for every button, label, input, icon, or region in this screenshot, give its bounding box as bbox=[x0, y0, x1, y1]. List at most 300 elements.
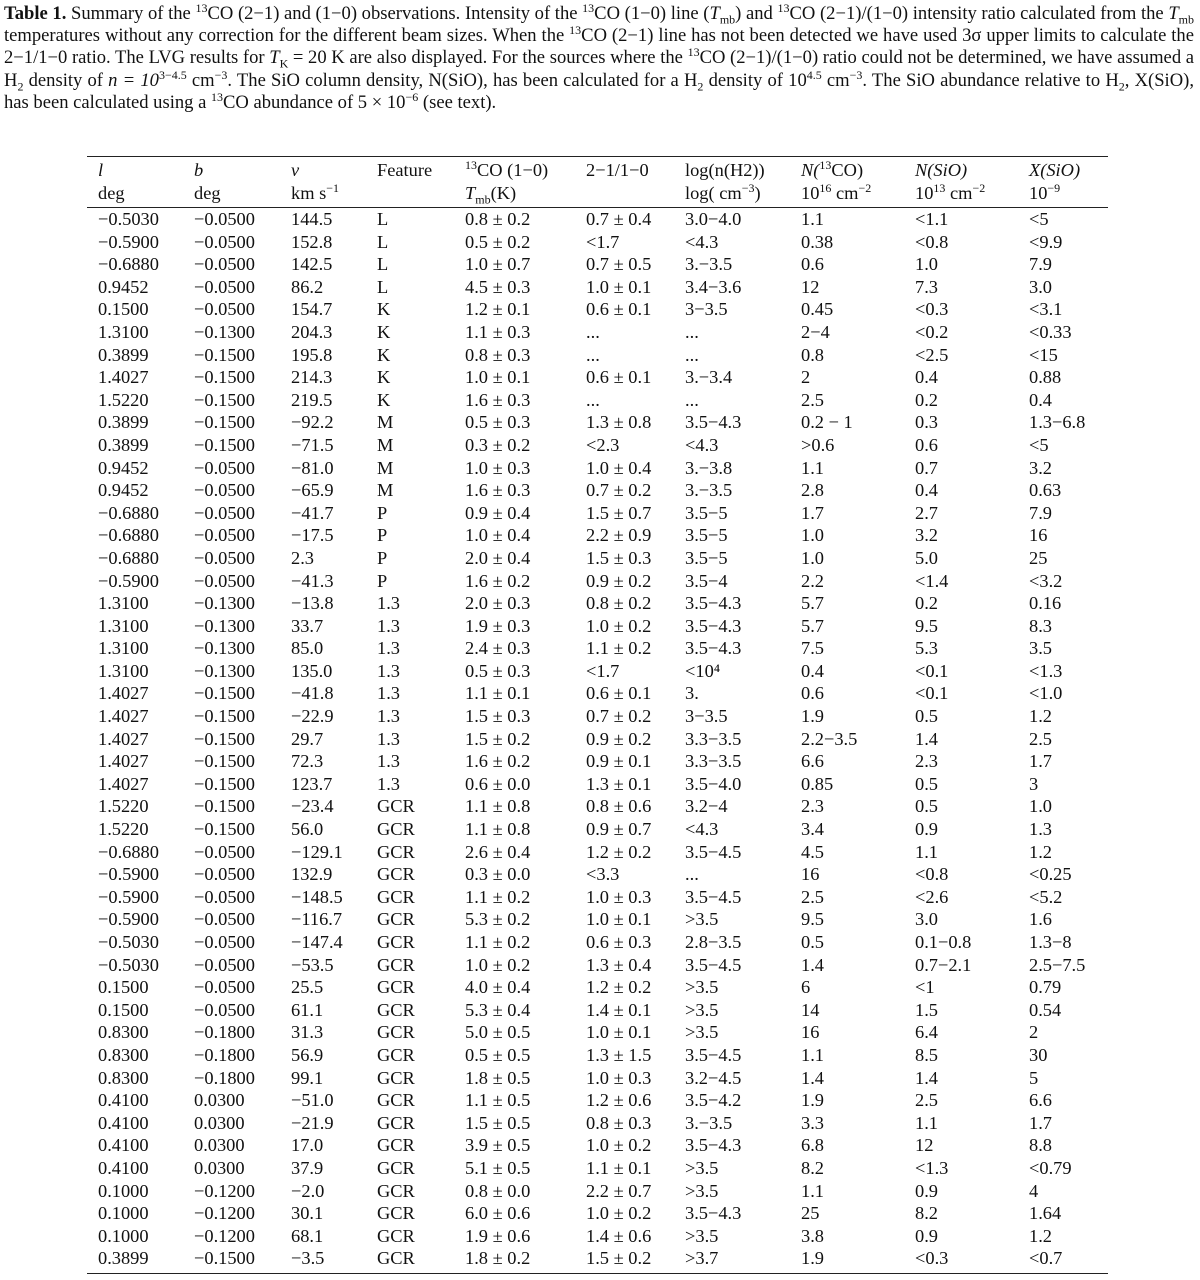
table-row bbox=[87, 503, 1108, 526]
cell-feature: P bbox=[377, 502, 388, 523]
cell-ratio: 1.0 ± 0.3 bbox=[586, 886, 652, 907]
cell-n-sio: 5.0 bbox=[915, 547, 938, 568]
cell-n-13co: 3.4 bbox=[801, 819, 824, 840]
cell-b: −0.1200 bbox=[194, 1203, 255, 1224]
cell-ratio: 1.2 ± 0.2 bbox=[586, 977, 652, 998]
cell-ratio: 1.2 ± 0.2 bbox=[586, 841, 652, 862]
cell-n-sio: <0.1 bbox=[915, 683, 949, 704]
caption-sup: 13 bbox=[582, 0, 595, 15]
cell-co10: 1.8 ± 0.2 bbox=[465, 1248, 531, 1269]
table-row bbox=[87, 887, 1108, 910]
cell-ratio: ... bbox=[586, 321, 600, 342]
cell-ratio: 0.7 ± 0.4 bbox=[586, 209, 652, 229]
cell-b: −0.1300 bbox=[194, 660, 255, 681]
cell-v: −22.9 bbox=[291, 706, 334, 727]
table-row bbox=[87, 661, 1108, 684]
cell-n-sio: 9.5 bbox=[915, 615, 938, 636]
table-row bbox=[87, 299, 1108, 322]
cell-l: 1.4027 bbox=[98, 751, 149, 772]
cell-x-sio: 1.6 bbox=[1029, 909, 1052, 930]
cell-ratio: 1.1 ± 0.2 bbox=[586, 638, 652, 659]
header-n-13co: N($^{13}$CO) $10^{16}$ $cm^{-2}$ bbox=[801, 157, 872, 203]
header-log-n: log(n(H2)) log( $cm^{-3}$) bbox=[685, 160, 765, 203]
cell-n-13co: 0.85 bbox=[801, 773, 834, 794]
cell-x-sio: 0.54 bbox=[1029, 999, 1062, 1020]
cell-co10: 0.8 ± 0.3 bbox=[465, 344, 531, 365]
cell-ratio: 1.1 ± 0.1 bbox=[586, 1157, 652, 1178]
cell-log-n: 3.5−4.5 bbox=[685, 954, 742, 975]
cell-b: −0.1500 bbox=[194, 1248, 255, 1269]
cell-b: −0.1800 bbox=[194, 1022, 255, 1043]
cell-ratio: 1.0 ± 0.2 bbox=[586, 1203, 652, 1224]
cell-v: −17.5 bbox=[291, 525, 334, 546]
cell-co10: 1.8 ± 0.5 bbox=[465, 1067, 531, 1088]
cell-b: −0.0500 bbox=[194, 299, 255, 320]
cell-x-sio: 1.2 bbox=[1029, 841, 1052, 862]
cell-co10: 4.5 ± 0.3 bbox=[465, 276, 531, 297]
cell-log-n: >3.7 bbox=[685, 1248, 719, 1269]
cell-b: −0.1500 bbox=[194, 773, 255, 794]
cell-b: −0.0500 bbox=[194, 276, 255, 297]
cell-log-n: 3.3−3.5 bbox=[685, 728, 742, 749]
cell-n-13co: 5.7 bbox=[801, 615, 824, 636]
cell-v: 56.9 bbox=[291, 1044, 324, 1065]
table-row bbox=[87, 345, 1108, 368]
cell-log-n: 3.5−4.3 bbox=[685, 638, 742, 659]
cell-n-sio: 6.4 bbox=[915, 1022, 938, 1043]
caption-sup: 13 bbox=[211, 89, 224, 104]
header-v: v km $s^{-1}$ bbox=[291, 160, 340, 203]
caption-text: density of bbox=[23, 69, 109, 91]
cell-ratio: 0.9 ± 0.7 bbox=[586, 819, 652, 840]
cell-n-13co: 1.9 bbox=[801, 706, 824, 727]
cell-co10: 1.6 ± 0.2 bbox=[465, 751, 531, 772]
cell-log-n: 3.−3.5 bbox=[685, 480, 733, 501]
cell-feature: 1.3 bbox=[377, 751, 400, 772]
cell-co10: 1.5 ± 0.3 bbox=[465, 706, 531, 727]
cell-x-sio: <1.3 bbox=[1029, 660, 1063, 681]
cell-ratio: 0.8 ± 0.6 bbox=[586, 796, 652, 817]
caption-text: , bbox=[1124, 69, 1135, 91]
cell-ratio: 0.9 ± 0.1 bbox=[586, 751, 652, 772]
table-row bbox=[87, 254, 1108, 277]
cell-l: 1.4027 bbox=[98, 728, 149, 749]
cell-x-sio: 7.9 bbox=[1029, 254, 1052, 275]
cell-x-sio: 5 bbox=[1029, 1067, 1039, 1088]
cell-feature: M bbox=[377, 412, 394, 433]
cell-l: 0.1000 bbox=[98, 1203, 149, 1224]
cell-n-sio: 1.4 bbox=[915, 1067, 938, 1088]
cell-v: −3.5 bbox=[291, 1248, 325, 1269]
cell-v: 123.7 bbox=[291, 773, 333, 794]
cell-b: −0.0500 bbox=[194, 977, 255, 998]
cell-feature: GCR bbox=[377, 819, 415, 840]
cell-co10: 5.3 ± 0.4 bbox=[465, 999, 531, 1020]
cell-l: 0.4100 bbox=[98, 1135, 149, 1156]
table-row bbox=[87, 842, 1108, 865]
cell-b: −0.0500 bbox=[194, 886, 255, 907]
table-row bbox=[87, 955, 1108, 978]
cell-n-13co: 16 bbox=[801, 1022, 820, 1043]
cell-feature: L bbox=[377, 276, 389, 297]
cell-feature: GCR bbox=[377, 909, 415, 930]
cell-l: 0.8300 bbox=[98, 1067, 149, 1088]
cell-x-sio: 1.2 bbox=[1029, 1225, 1052, 1246]
cell-co10: 1.5 ± 0.2 bbox=[465, 728, 531, 749]
cell-x-sio: <15 bbox=[1029, 344, 1058, 365]
cell-n-sio: 0.9 bbox=[915, 819, 938, 840]
cell-x-sio: 1.64 bbox=[1029, 1203, 1062, 1224]
cell-n-13co: 2.5 bbox=[801, 886, 824, 907]
cell-co10: 5.0 ± 0.5 bbox=[465, 1022, 531, 1043]
cell-l: −0.5030 bbox=[98, 954, 159, 975]
cell-n-13co: 16 bbox=[801, 864, 820, 885]
cell-n-sio: 0.7−2.1 bbox=[915, 954, 972, 975]
cell-b: −0.1500 bbox=[194, 367, 255, 388]
cell-feature: P bbox=[377, 570, 388, 591]
cell-co10: 1.1 ± 0.8 bbox=[465, 819, 531, 840]
cell-feature: GCR bbox=[377, 1135, 415, 1156]
cell-log-n: 3.3−3.5 bbox=[685, 751, 742, 772]
caption-sup: 3−4.5 bbox=[158, 67, 187, 82]
cell-n-13co: 1.1 bbox=[801, 457, 824, 478]
cell-n-sio: 0.3 bbox=[915, 412, 938, 433]
table-row bbox=[87, 796, 1108, 819]
cell-l: −0.5030 bbox=[98, 209, 159, 229]
caption-symbol: T bbox=[269, 47, 280, 69]
cell-n-13co: 2.2−3.5 bbox=[801, 728, 858, 749]
cell-x-sio: 30 bbox=[1029, 1044, 1048, 1065]
cell-feature: L bbox=[377, 231, 389, 252]
cell-ratio: 0.8 ± 0.3 bbox=[586, 1112, 652, 1133]
cell-x-sio: <0.25 bbox=[1029, 864, 1072, 885]
cell-feature: GCR bbox=[377, 1044, 415, 1065]
table-row bbox=[87, 1248, 1108, 1271]
caption-symbol: T bbox=[709, 3, 720, 24]
cell-n-13co: 2 bbox=[801, 367, 811, 388]
cell-n-13co: 3.3 bbox=[801, 1112, 824, 1133]
cell-l: −0.5900 bbox=[98, 886, 159, 907]
cell-log-n: <4.3 bbox=[685, 434, 719, 455]
table-row bbox=[87, 1135, 1108, 1158]
cell-ratio: <1.7 bbox=[586, 231, 620, 252]
table-row bbox=[87, 1022, 1108, 1045]
table-row bbox=[87, 548, 1108, 571]
cell-x-sio: <5 bbox=[1029, 434, 1049, 455]
cell-l: 0.1000 bbox=[98, 1225, 149, 1246]
cell-v: −53.5 bbox=[291, 954, 334, 975]
cell-feature: K bbox=[377, 344, 391, 365]
table-row bbox=[87, 525, 1108, 548]
table-body bbox=[87, 208, 1108, 1273]
table-row bbox=[87, 1045, 1108, 1068]
cell-co10: 5.3 ± 0.2 bbox=[465, 909, 531, 930]
cell-n-sio: 0.9 bbox=[915, 1225, 938, 1246]
cell-v: 30.1 bbox=[291, 1203, 324, 1224]
cell-ratio: 0.7 ± 0.5 bbox=[586, 254, 652, 275]
cell-n-13co: 4.5 bbox=[801, 841, 824, 862]
table-row bbox=[87, 1068, 1108, 1091]
cell-ratio: ... bbox=[586, 344, 600, 365]
cell-v: −41.8 bbox=[291, 683, 334, 704]
cell-log-n: 3.2−4 bbox=[685, 796, 728, 817]
caption-text: CO (2−1)/(1−0) intensity ratio calculated from the bbox=[789, 3, 1169, 24]
cell-l: 0.3899 bbox=[98, 412, 149, 433]
cell-n-13co: 2.5 bbox=[801, 389, 824, 410]
caption-sup: 13 bbox=[687, 45, 700, 60]
cell-x-sio: 3 bbox=[1029, 773, 1039, 794]
cell-feature: GCR bbox=[377, 932, 415, 952]
cell-n-sio: <0.1 bbox=[915, 660, 949, 681]
cell-x-sio: 1.3−8 bbox=[1029, 932, 1072, 952]
cell-n-13co: 1.0 bbox=[801, 547, 824, 568]
table-row bbox=[87, 1158, 1108, 1181]
cell-v: −51.0 bbox=[291, 1090, 334, 1111]
cell-feature: GCR bbox=[377, 1203, 415, 1224]
cell-log-n: <4.3 bbox=[685, 819, 719, 840]
cell-v: 135.0 bbox=[291, 660, 333, 681]
cell-co10: 1.1 ± 0.3 bbox=[465, 321, 531, 342]
cell-v: 214.3 bbox=[291, 367, 333, 388]
cell-v: −2.0 bbox=[291, 1180, 325, 1201]
cell-co10: 1.6 ± 0.3 bbox=[465, 389, 531, 410]
cell-co10: 1.5 ± 0.5 bbox=[465, 1112, 531, 1133]
cell-x-sio: <0.33 bbox=[1029, 321, 1072, 342]
cell-n-13co: 14 bbox=[801, 999, 820, 1020]
cell-co10: 0.8 ± 0.0 bbox=[465, 1180, 531, 1201]
cell-x-sio: 3.2 bbox=[1029, 457, 1052, 478]
cell-log-n: 3.5−4.0 bbox=[685, 773, 742, 794]
cell-co10: 5.1 ± 0.5 bbox=[465, 1157, 531, 1178]
cell-n-sio: 1.5 bbox=[915, 999, 938, 1020]
cell-v: 195.8 bbox=[291, 344, 333, 365]
cell-feature: GCR bbox=[377, 1022, 415, 1043]
cell-co10: 0.9 ± 0.4 bbox=[465, 502, 531, 523]
cell-n-13co: 0.4 bbox=[801, 660, 824, 681]
cell-feature: 1.3 bbox=[377, 615, 400, 636]
cell-log-n: 3.5−4.3 bbox=[685, 1203, 742, 1224]
cell-ratio: 1.5 ± 0.3 bbox=[586, 547, 652, 568]
cell-n-sio: 0.1−0.8 bbox=[915, 932, 972, 952]
cell-n-sio: <1.3 bbox=[915, 1157, 949, 1178]
cell-x-sio: 3.0 bbox=[1029, 276, 1052, 297]
cell-n-13co: 6 bbox=[801, 977, 811, 998]
cell-x-sio: 25 bbox=[1029, 547, 1048, 568]
table-label: Table 1. bbox=[4, 3, 67, 24]
cell-l: 1.4027 bbox=[98, 683, 149, 704]
cell-log-n: 3.5−4.2 bbox=[685, 1090, 742, 1111]
cell-n-13co: 6.6 bbox=[801, 751, 824, 772]
cell-ratio: <2.3 bbox=[586, 434, 620, 455]
cell-n-sio: 1.4 bbox=[915, 728, 938, 749]
cell-l: 0.8300 bbox=[98, 1022, 149, 1043]
cell-feature: 1.3 bbox=[377, 706, 400, 727]
cell-log-n: 3.5−4.3 bbox=[685, 1135, 742, 1156]
cell-co10: 0.5 ± 0.3 bbox=[465, 660, 531, 681]
cell-log-n: 3.5−5 bbox=[685, 547, 728, 568]
cell-co10: 1.1 ± 0.8 bbox=[465, 796, 531, 817]
cell-co10: 1.6 ± 0.2 bbox=[465, 570, 531, 591]
cell-b: −0.1300 bbox=[194, 593, 255, 614]
cell-b: −0.1500 bbox=[194, 683, 255, 704]
cell-log-n: <10⁴ bbox=[685, 660, 721, 681]
cell-ratio: 1.0 ± 0.1 bbox=[586, 909, 652, 930]
cell-co10: 1.0 ± 0.1 bbox=[465, 367, 531, 388]
cell-co10: 1.1 ± 0.2 bbox=[465, 886, 531, 907]
cell-co10: 6.0 ± 0.6 bbox=[465, 1203, 531, 1224]
cell-n-13co: 1.7 bbox=[801, 502, 824, 523]
cell-b: −0.0500 bbox=[194, 909, 255, 930]
cell-ratio: 0.6 ± 0.1 bbox=[586, 367, 652, 388]
cell-n-sio: 5.3 bbox=[915, 638, 938, 659]
cell-log-n: ... bbox=[685, 389, 699, 410]
cell-b: −0.0500 bbox=[194, 954, 255, 975]
cell-x-sio: 4 bbox=[1029, 1180, 1039, 1201]
cell-ratio: 1.0 ± 0.2 bbox=[586, 615, 652, 636]
cell-v: 219.5 bbox=[291, 389, 333, 410]
table-row bbox=[87, 864, 1108, 887]
caption-sup: −6 bbox=[405, 89, 419, 104]
cell-x-sio: 0.88 bbox=[1029, 367, 1062, 388]
table-row bbox=[87, 322, 1108, 345]
cell-b: −0.0500 bbox=[194, 502, 255, 523]
cell-ratio: 2.2 ± 0.9 bbox=[586, 525, 652, 546]
cell-l: 0.4100 bbox=[98, 1090, 149, 1111]
cell-co10: 1.9 ± 0.6 bbox=[465, 1225, 531, 1246]
cell-n-sio: 1.1 bbox=[915, 841, 938, 862]
cell-feature: GCR bbox=[377, 841, 415, 862]
cell-b: −0.1300 bbox=[194, 615, 255, 636]
cell-b: −0.1500 bbox=[194, 434, 255, 455]
cell-v: 37.9 bbox=[291, 1157, 324, 1178]
header-feature: Feature bbox=[377, 160, 433, 180]
table-row bbox=[87, 638, 1108, 661]
cell-co10: 0.3 ± 0.2 bbox=[465, 434, 531, 455]
table-row bbox=[87, 412, 1108, 435]
cell-feature: M bbox=[377, 457, 394, 478]
cell-n-13co: 9.5 bbox=[801, 909, 824, 930]
cell-l: 0.9452 bbox=[98, 457, 149, 478]
caption-sub: 2 bbox=[1118, 79, 1125, 94]
table-row bbox=[87, 209, 1108, 232]
caption-text: CO (2−1) line has not been detected we have used 3σ upper limits to calculate the 2−1/1−0 ratio. The LVG results for bbox=[4, 25, 1194, 69]
cell-l: −0.6880 bbox=[98, 525, 159, 546]
cell-feature: L bbox=[377, 254, 389, 275]
table-row bbox=[87, 819, 1108, 842]
caption-sup: 13 bbox=[195, 0, 208, 15]
caption-text: density of 10 bbox=[703, 69, 807, 91]
cell-n-sio: 2.5 bbox=[915, 1090, 938, 1111]
cell-feature: P bbox=[377, 547, 388, 568]
cell-co10: 1.0 ± 0.4 bbox=[465, 525, 531, 546]
cell-x-sio: <1.0 bbox=[1029, 683, 1063, 704]
cell-l: −0.6880 bbox=[98, 547, 159, 568]
caption-sub: mb bbox=[1178, 12, 1194, 27]
caption-text: = 20 K are also displayed. For the sources where the bbox=[288, 47, 688, 69]
cell-l: 1.5220 bbox=[98, 796, 149, 817]
cell-co10: 0.6 ± 0.0 bbox=[465, 773, 531, 794]
cell-v: 99.1 bbox=[291, 1067, 324, 1088]
cell-b: −0.0500 bbox=[194, 841, 255, 862]
caption-sup: 13 bbox=[569, 23, 582, 38]
cell-n-sio: <1 bbox=[915, 977, 935, 998]
cell-v: −148.5 bbox=[291, 886, 343, 907]
cell-x-sio: 1.7 bbox=[1029, 751, 1052, 772]
header-ratio: 2−1/1−0 bbox=[586, 160, 649, 180]
cell-b: −0.1500 bbox=[194, 796, 255, 817]
cell-ratio: 1.0 ± 0.3 bbox=[586, 1067, 652, 1088]
cell-l: 1.4027 bbox=[98, 367, 149, 388]
cell-x-sio: 2.5 bbox=[1029, 728, 1052, 749]
caption-text: Summary of the bbox=[66, 3, 196, 24]
header-x-sio: X(SiO) $10^{-9}$ bbox=[1029, 160, 1081, 203]
cell-n-13co: 1.1 bbox=[801, 1180, 824, 1201]
table-row bbox=[87, 593, 1108, 616]
cell-n-13co: 0.8 bbox=[801, 344, 824, 365]
cell-l: 1.5220 bbox=[98, 819, 149, 840]
cell-log-n: 3.5−4.3 bbox=[685, 412, 742, 433]
cell-v: 2.3 bbox=[291, 547, 314, 568]
cell-feature: 1.3 bbox=[377, 638, 400, 659]
cell-log-n: 3.0−4.0 bbox=[685, 209, 742, 229]
cell-x-sio: 1.0 bbox=[1029, 796, 1052, 817]
cell-ratio: 1.5 ± 0.2 bbox=[586, 1248, 652, 1269]
cell-log-n: 3.2−4.5 bbox=[685, 1067, 742, 1088]
caption-sup: 13 bbox=[777, 0, 790, 15]
cell-x-sio: 1.3−6.8 bbox=[1029, 412, 1086, 433]
cell-x-sio: 6.6 bbox=[1029, 1090, 1052, 1111]
cell-b: −0.1300 bbox=[194, 638, 255, 659]
table-row bbox=[87, 367, 1108, 390]
cell-x-sio: <0.7 bbox=[1029, 1248, 1063, 1269]
cell-b: −0.1500 bbox=[194, 706, 255, 727]
cell-feature: 1.3 bbox=[377, 728, 400, 749]
header-l: l deg bbox=[98, 160, 125, 203]
cell-n-13co: 1.4 bbox=[801, 1067, 824, 1088]
cell-co10: 2.0 ± 0.3 bbox=[465, 593, 531, 614]
cell-ratio: 1.0 ± 0.2 bbox=[586, 1135, 652, 1156]
cell-ratio: 1.4 ± 0.6 bbox=[586, 1225, 652, 1246]
caption-text: temperatures without any correction for the different beam sizes. When the bbox=[4, 25, 570, 47]
table-row bbox=[87, 1090, 1108, 1113]
cell-log-n: 3.5−4.3 bbox=[685, 593, 742, 614]
cell-l: 0.4100 bbox=[98, 1157, 149, 1178]
cell-l: 1.3100 bbox=[98, 638, 149, 659]
cell-co10: 1.1 ± 0.1 bbox=[465, 683, 531, 704]
cell-ratio: 0.9 ± 0.2 bbox=[586, 570, 652, 591]
table-row bbox=[87, 616, 1108, 639]
cell-n-13co: 7.5 bbox=[801, 638, 824, 659]
cell-v: 72.3 bbox=[291, 751, 324, 772]
cell-n-13co: 0.6 bbox=[801, 254, 824, 275]
cell-n-sio: 0.5 bbox=[915, 773, 938, 794]
cell-log-n: 3.−3.5 bbox=[685, 1112, 733, 1133]
cell-b: −0.0500 bbox=[194, 932, 255, 952]
cell-n-sio: <2.5 bbox=[915, 344, 949, 365]
data-table bbox=[87, 156, 1108, 1274]
cell-v: 86.2 bbox=[291, 276, 324, 297]
cell-co10: 4.0 ± 0.4 bbox=[465, 977, 531, 998]
cell-feature: GCR bbox=[377, 1112, 415, 1133]
cell-n-13co: >0.6 bbox=[801, 434, 835, 455]
table-row bbox=[87, 909, 1108, 932]
cell-log-n: 3. bbox=[685, 683, 699, 704]
cell-feature: GCR bbox=[377, 864, 415, 885]
table-row bbox=[87, 1203, 1108, 1226]
cell-v: −81.0 bbox=[291, 457, 334, 478]
cell-n-13co: 5.7 bbox=[801, 593, 824, 614]
cell-ratio: <1.7 bbox=[586, 660, 620, 681]
